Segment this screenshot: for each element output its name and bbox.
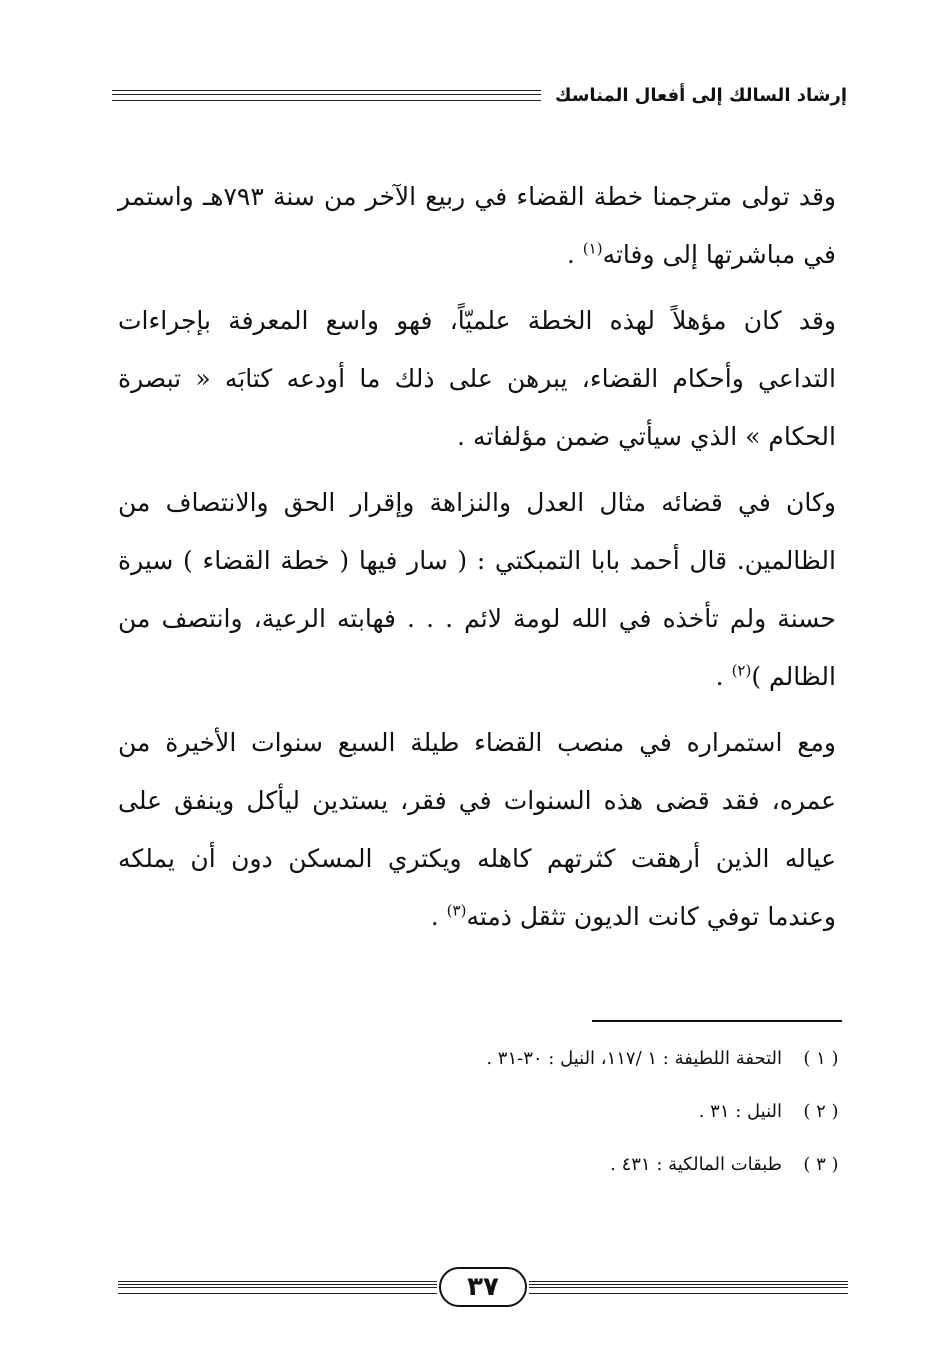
footnote-ref-2[interactable]: (٢) [731, 661, 752, 680]
running-header [112, 80, 847, 110]
paragraph-1 [118, 168, 836, 284]
paragraph-4-tail: . [430, 902, 447, 931]
paragraph-2 [118, 292, 836, 466]
folio [118, 1262, 848, 1312]
folio-rule-right [529, 1281, 848, 1294]
paragraph-3 [118, 474, 836, 706]
footnote-ref-3[interactable]: (٣) [446, 901, 467, 920]
footnote-2 [300, 1093, 860, 1146]
folio-rule-left [118, 1281, 437, 1294]
footnote-text: طبقات المالكية : ٤٣١ . [610, 1154, 782, 1175]
header-title: إرشاد السالك إلى أفعال المناسك [554, 84, 847, 106]
footnote-ref-1[interactable]: (١) [582, 239, 603, 258]
footnote-3 [300, 1146, 860, 1199]
body-text [118, 168, 836, 954]
footnotes-list [300, 1040, 860, 1199]
footnote-number: ( ١ ) [803, 1048, 839, 1069]
paragraph-4-text: ومع استمراره في منصب القضاء طيلة السبع سنوات الأخيرة من عمره، فقد قضى هذه السنوات في فقر، يستدين ليأكل وينفق على عياله الذين أرهقت كثرتهم كاهله ويكتري المسكن دون أن يملكه وعندما توفي كانت الديون تثقل ذمته [118, 728, 836, 931]
footnote-1 [300, 1040, 860, 1093]
paragraph-4 [118, 714, 836, 946]
footnote-number: ( ٢ ) [803, 1101, 839, 1122]
paragraph-3-tail: . [715, 662, 732, 691]
paragraph-2-text: وقد كان مؤهلاً لهذه الخطة علميّاً، فهو واسع المعرفة بإجراءات التداعي وأحكام القضاء، يبرهن على ذلك ما أودعه كتابَه « تبصرة الحكام » الذي سيأتي ضمن مؤلفاته . [118, 306, 836, 451]
footnote-text: التحفة اللطيفة : ١ /١١٧، النيل : ٣٠-٣١ . [486, 1048, 782, 1069]
footnote-text: النيل : ٣١ . [698, 1101, 782, 1122]
header-rule [112, 90, 541, 101]
footnote-number: ( ٣ ) [803, 1154, 839, 1175]
paragraph-1-tail: . [566, 240, 583, 269]
footnote-separator [592, 1020, 842, 1022]
page-number: ٣٧ [439, 1267, 527, 1307]
paragraph-3-text: وكان في قضائه مثال العدل والنزاهة وإقرار الحق والانتصاف من الظالمين. قال أحمد بابا التمبكتي : ( سار فيها ( خطة القضاء ) سيرة حسنة ولم تأخذه في الله لومة لائم . . . فهابته الرعية، وانتصف من الظالم ) [118, 488, 837, 691]
paragraph-1-text: وقد تولى مترجمنا خطة القضاء في ربيع الآخر من سنة ٧٩٣هـ واستمر في مباشرتها إلى وفاته [118, 182, 836, 269]
